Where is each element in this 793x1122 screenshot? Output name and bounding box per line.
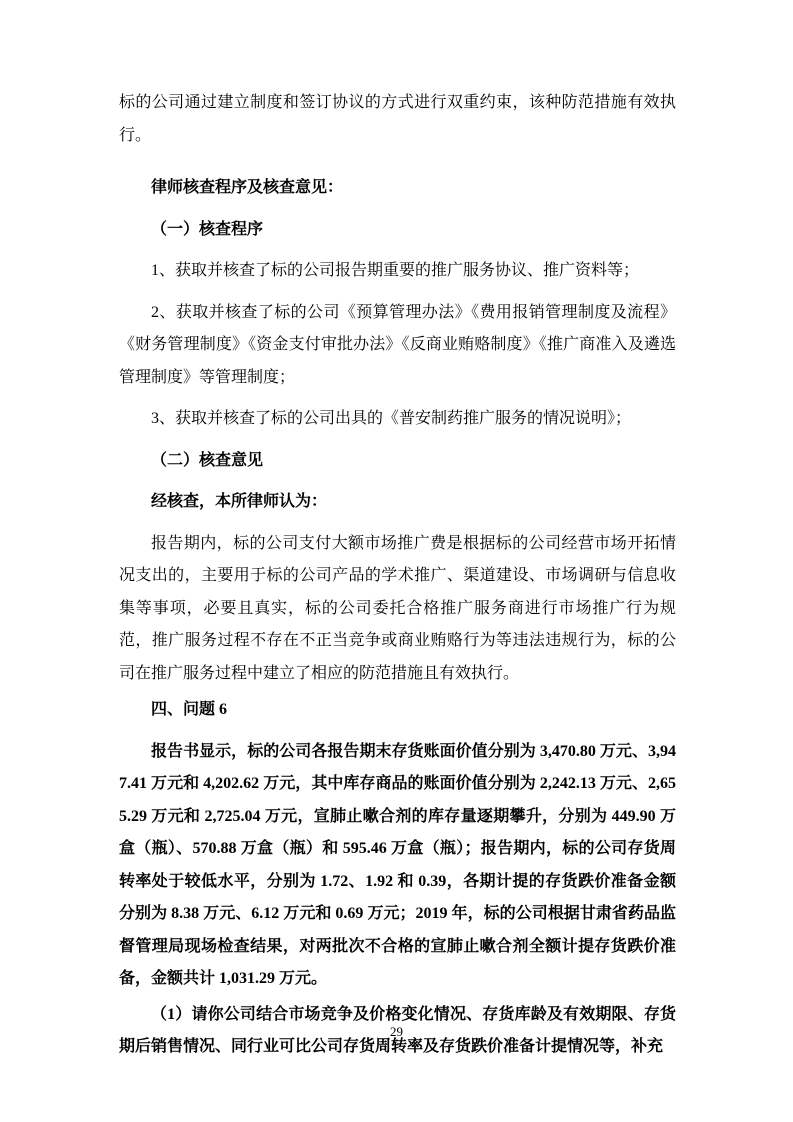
- paragraph-procedure-2: 2、获取并核查了标的公司《预算管理办法》《费用报销管理制度及流程》《财务管理制度》《资金支付审批办法》《反商业贿赂制度》《推广商准入及遴选管理制度》等管理制度；: [119, 303, 676, 386]
- paragraph-procedure-3: 3、获取并核查了标的公司出具的《普安制药推广服务的情况说明》；: [151, 410, 632, 427]
- page-number: 29: [390, 1024, 403, 1039]
- paragraph-procedure-1: 1、获取并核查了标的公司报告期重要的推广服务协议、推广资料等；: [151, 262, 640, 279]
- heading-check-opinion: （二）核查意见: [151, 451, 264, 469]
- paragraph-carryover: 标的公司通过建立制度和签订协议的方式进行双重约束，该种防范措施有效执行。: [119, 94, 676, 144]
- heading-lawyer-conclusion-lead: 经核查，本所律师认为：: [151, 493, 328, 510]
- document-body: [119, 87, 676, 1073]
- paragraph-lawyer-opinion: 报告期内，标的公司支付大额市场推广费是根据标的公司经营市场开拓情况支出的，主要用于标的公司产品的学术推广、渠道建设、市场调研与信息收集等事项，必要且真实，标的公司委托合格推广服务商进行市场推广行为规范，推广服务过程不存在不正当竞争或商业贿赂行为等违法违规行为，标的公司在推广服务过程中建立了相应的防范措施且有效执行。: [119, 534, 676, 682]
- heading-question-6: 四、问题 6: [151, 701, 228, 718]
- paragraph-question-6-item-1: （1）请你公司结合市场竞争及价格变化情况、存货库龄及有效期限、存货期后销售情况、同行业可比公司存货周转率及存货跌价准备计提情况等，补充: [119, 1005, 676, 1055]
- paragraph-question-6-body: 报告书显示，标的公司各报告期末存货账面价值分别为 3,470.80 万元、3,947.41 万元和 4,202.62 万元，其中库存商品的账面价值分别为 2,242.13 万元、2,655.29 万元和 2,725.04 万元，宣肺止嗽合剂的库存量逐期攀升，分别为 449.90 万盒（瓶）、570.88 万盒（瓶）和 595.46 万盒（瓶）；报告期内，标的公司存货周转率处于较低水平，分别为 1.72、1.92 和 0.39，各期计提的存货跌价准备金额分别为 8.38 万元、6.12 万元和 0.69 万元；2019 年，标的公司根据甘肃省药品监督管理局现场检查结果，对两批次不合格的宣肺止嗽合剂全额计提存货跌价准备，金额共计 1,031.29 万元。: [119, 742, 676, 987]
- heading-check-procedure: （一）核查程序: [151, 220, 264, 238]
- heading-lawyer-check-procedures-and-opinions: 律师核查程序及核查意见：: [151, 179, 344, 196]
